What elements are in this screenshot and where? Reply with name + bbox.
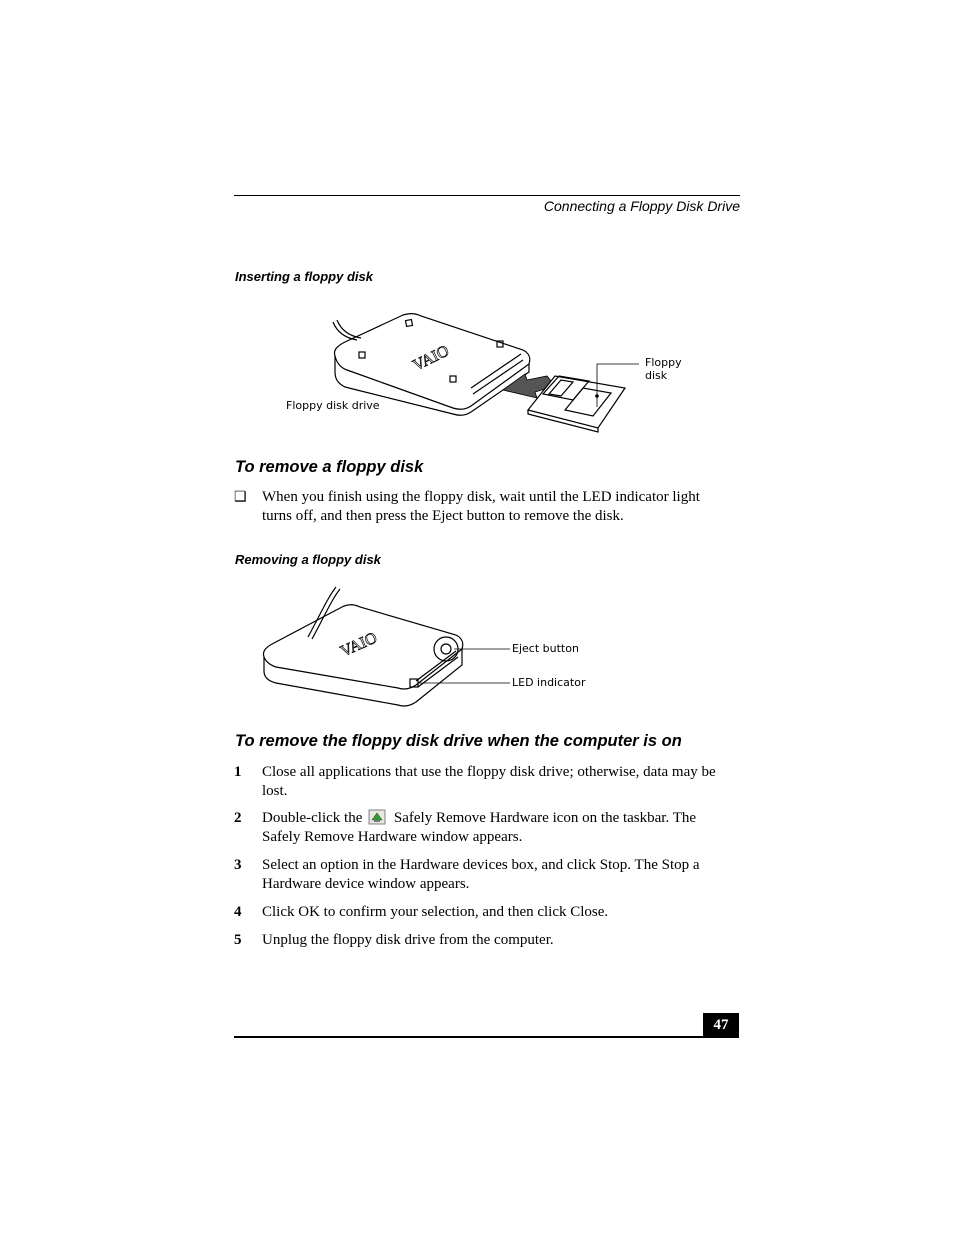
running-header-title: Connecting a Floppy Disk Drive — [543, 198, 740, 214]
step-number: 4 — [234, 904, 242, 920]
step-3-line2: Hardware device window appears. — [262, 876, 470, 892]
bullet-line1: When you finish using the floppy disk, wait until the LED indicator light — [262, 489, 700, 505]
step-2-line1-pre: Double-click the — [262, 810, 363, 826]
section1-bullet-text — [262, 488, 740, 526]
footer-rule — [234, 1036, 739, 1038]
step-5-line1: Unplug the floppy disk drive from the computer. — [262, 932, 554, 948]
step-number: 3 — [234, 857, 242, 873]
inserting-floppy-illustration — [285, 310, 645, 435]
step-2-text — [262, 809, 740, 847]
label-floppy-disk-line1: Floppy — [645, 356, 682, 369]
vaio-logo: VAIO — [410, 342, 452, 375]
step-3-text — [262, 856, 740, 894]
figure2-caption: Removing a floppy disk — [235, 552, 381, 567]
drive-side — [264, 649, 462, 706]
bullet-line2: turns off, and then press the Eject button to remove the disk. — [262, 508, 624, 524]
label-floppy-disk-drive: Floppy disk drive — [286, 399, 380, 412]
step-2-line2: Safely Remove Hardware window appears. — [262, 829, 523, 845]
figure1-caption: Inserting a floppy disk — [235, 269, 373, 284]
step-number: 1 — [234, 764, 242, 780]
step-number: 2 — [234, 810, 242, 826]
step-3-line1: Select an option in the Hardware devices box, and click Stop. The Stop a — [262, 857, 700, 873]
step-2-line1-post: Safely Remove Hardware icon on the taskbar. The — [393, 810, 697, 826]
label-eject-button: Eject button — [512, 642, 579, 655]
section2-heading: To remove the floppy disk drive when the computer is on — [235, 732, 682, 750]
header-rule — [234, 195, 740, 196]
section1-heading: To remove a floppy disk — [235, 458, 424, 476]
page-number: 47 — [703, 1013, 739, 1037]
bullet-marker: ❑ — [234, 490, 247, 505]
label-floppy-disk-line2: disk — [645, 369, 668, 382]
drive-cable-2 — [312, 589, 340, 639]
step-5-text — [262, 931, 740, 950]
step-1-line2: lost. — [262, 783, 288, 799]
step-4-text — [262, 903, 740, 922]
step-1-text — [262, 763, 740, 801]
step-1-line1: Close all applications that use the floppy disk drive; otherwise, data may be — [262, 764, 716, 780]
drive-cable-2 — [337, 320, 361, 338]
vaio-logo: VAIO — [338, 629, 380, 661]
step-number: 5 — [234, 932, 242, 948]
step-4-line1: Click OK to confirm your selection, and then click Close. — [262, 904, 609, 920]
safely-remove-hardware-icon — [368, 809, 386, 825]
step-2-line1 — [262, 809, 740, 828]
label-led-indicator: LED indicator — [512, 676, 586, 689]
